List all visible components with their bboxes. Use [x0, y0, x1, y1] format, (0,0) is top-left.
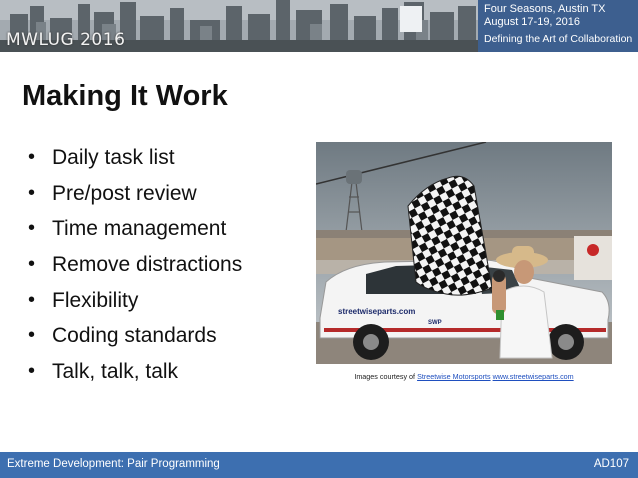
footer-session-title: Extreme Development: Pair Programming: [7, 458, 220, 470]
bullet-text: Coding standards: [52, 324, 217, 348]
bullet-text: Remove distractions: [52, 253, 243, 277]
bullet-item: [22, 247, 242, 283]
bullet-icon: •: [28, 181, 36, 204]
event-dates: August 17-19, 2016: [484, 16, 581, 28]
bullet-item: [22, 176, 242, 212]
slide-title: Making It Work: [22, 80, 228, 112]
bullet-text: Pre/post review: [52, 181, 197, 205]
event-tagline: Defining the Art of Collaboration: [484, 33, 633, 45]
footer-session-code: AD107: [593, 458, 629, 470]
streetwiseparts-link[interactable]: www.streetwiseparts.com: [492, 372, 574, 381]
image-credit: [316, 372, 612, 381]
bullet-text: Time management: [52, 217, 227, 241]
bullet-icon: •: [28, 288, 36, 311]
bullet-item: [22, 211, 242, 247]
bullet-icon: •: [28, 324, 36, 347]
race-photo: [316, 142, 612, 364]
car-sponsor-text: streetwiseparts.com: [338, 307, 416, 316]
bullet-text: Flexibility: [52, 288, 139, 312]
bullet-icon: •: [28, 146, 36, 168]
bullet-text: Daily task list: [52, 146, 175, 169]
bullet-item: [22, 318, 242, 354]
header-banner: [0, 0, 638, 52]
bullet-list: [22, 140, 242, 390]
event-logo-text: MWLUG 2016: [6, 30, 126, 50]
footer-bar: [0, 452, 638, 478]
checkered-flag-photo: [316, 142, 612, 364]
streetwise-motorsports-link[interactable]: Streetwise Motorsports: [417, 372, 491, 381]
bullet-item: [22, 283, 242, 319]
bullet-icon: •: [28, 253, 36, 276]
car-logo-text: SWP: [428, 320, 442, 326]
bullet-icon: •: [28, 217, 36, 240]
event-venue: Four Seasons, Austin TX: [484, 3, 606, 15]
bullet-text: Talk, talk, talk: [52, 360, 179, 384]
bullet-item: [22, 354, 242, 390]
bullet-icon: •: [28, 360, 36, 383]
bullet-item: [22, 140, 242, 176]
credit-prefix: Images courtesy of: [354, 372, 416, 381]
